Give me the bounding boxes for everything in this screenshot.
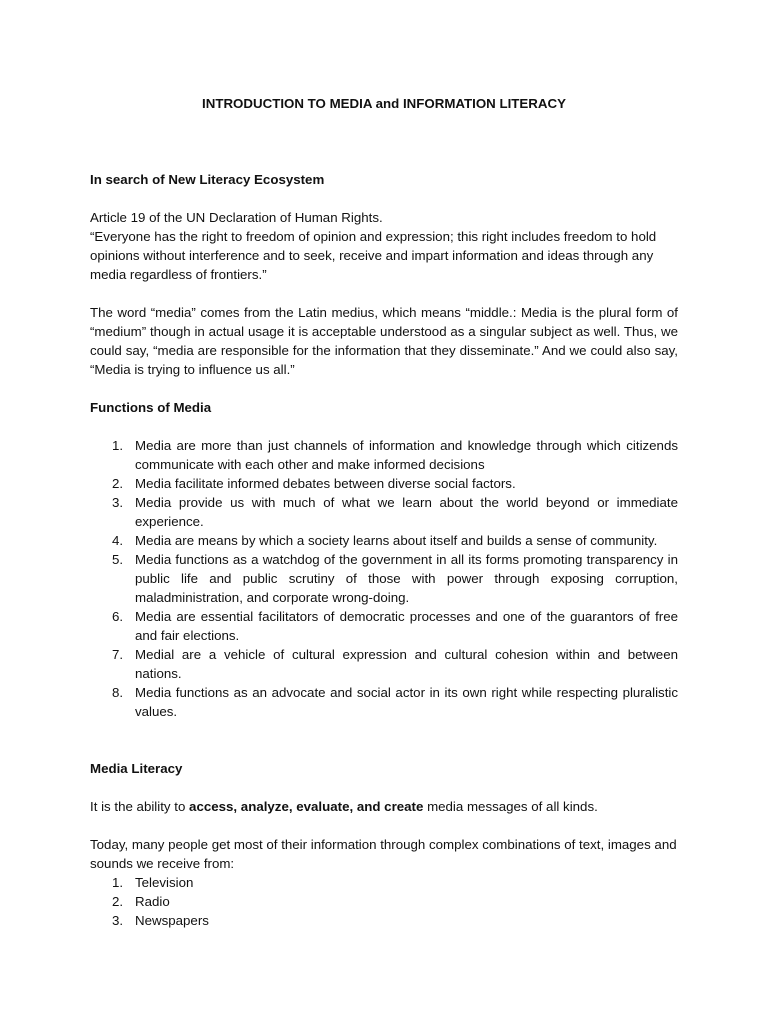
- list-item-text: Media provide us with much of what we learn about the world beyond or immediate experience.: [135, 495, 678, 529]
- list-item: [90, 911, 678, 930]
- list-number: 7.: [112, 647, 124, 662]
- list-item: [90, 607, 678, 645]
- section-heading-literacy-ecosystem: In search of New Literacy Ecosystem: [90, 172, 325, 187]
- section-heading-media-literacy: Media Literacy: [90, 761, 183, 776]
- media-literacy-definition: [90, 797, 678, 816]
- sources-list: [90, 873, 678, 930]
- list-number: 8.: [112, 685, 124, 700]
- list-number: 1.: [112, 438, 124, 453]
- list-number: 4.: [112, 533, 124, 548]
- list-item: [90, 436, 678, 474]
- media-definition-paragraph: The word “media” comes from the Latin medius, which means “middle.: Media is the plural form of “medium” though in actual usage it is acceptable understood as a singular subject as well. Thus, we could say, “media are responsible for the information that they disseminate.” And we could also say, “Media is trying to influence us all.”: [90, 305, 678, 377]
- list-item: [90, 531, 678, 550]
- list-item: [90, 892, 678, 911]
- list-item-text: Media are essential facilitators of democratic processes and one of the guarantors of free and fair elections.: [135, 609, 678, 643]
- list-item: [90, 493, 678, 531]
- definition-suffix: media messages of all kinds.: [423, 799, 598, 814]
- list-item: [90, 645, 678, 683]
- list-number: 5.: [112, 552, 124, 567]
- list-item-text: Media functions as an advocate and social actor in its own right while respecting pluralistic values.: [135, 685, 678, 719]
- document-title: INTRODUCTION TO MEDIA and INFORMATION LITERACY: [202, 96, 566, 111]
- list-item-text: Media are means by which a society learns about itself and builds a sense of community.: [135, 533, 658, 548]
- document-page: [90, 94, 678, 930]
- list-item-text: Media functions as a watchdog of the government in all its forms promoting transparency in public life and public scrutiny of those with power through exposing corruption, maladministration, and corporate wrong-doing.: [135, 552, 678, 605]
- definition-bold-terms: access, analyze, evaluate, and create: [189, 799, 424, 814]
- functions-list: [90, 436, 678, 721]
- list-item-text: Radio: [135, 894, 170, 909]
- list-item: [90, 873, 678, 892]
- article-19-block: [90, 208, 678, 284]
- list-number: 1.: [112, 875, 124, 890]
- list-item: [90, 683, 678, 721]
- definition-prefix: It is the ability to: [90, 799, 190, 814]
- article-line: Article 19 of the UN Declaration of Human Rights.: [90, 210, 383, 225]
- list-number: 2.: [112, 476, 124, 491]
- list-item-text: Television: [135, 875, 194, 890]
- list-item-text: Medial are a vehicle of cultural expression and cultural cohesion within and between nations.: [135, 647, 678, 681]
- list-number: 2.: [112, 894, 124, 909]
- article-quote: “Everyone has the right to freedom of opinion and expression; this right includes freedom to hold opinions without interference and to seek, receive and impart information and ideas through any media regardless of frontiers.”: [90, 229, 657, 282]
- list-item-text: Media facilitate informed debates between diverse social factors.: [135, 476, 516, 491]
- list-item: [90, 474, 678, 493]
- list-item: [90, 550, 678, 607]
- sources-intro: Today, many people get most of their information through complex combinations of text, images and sounds we receive from:: [90, 837, 677, 871]
- list-number: 3.: [112, 495, 124, 510]
- list-item-text: Media are more than just channels of information and knowledge through which citizends communicate with each other and make informed decisions: [135, 438, 678, 472]
- list-number: 3.: [112, 913, 124, 928]
- list-number: 6.: [112, 609, 124, 624]
- list-item-text: Newspapers: [135, 913, 209, 928]
- section-heading-functions: Functions of Media: [90, 400, 212, 415]
